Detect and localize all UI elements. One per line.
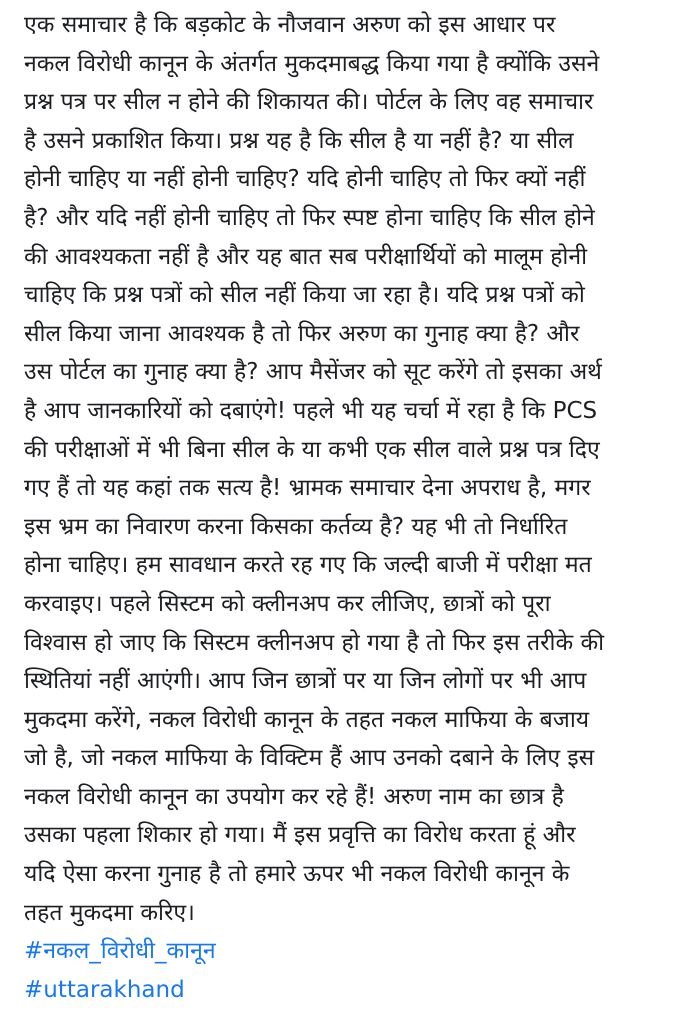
post-text-line: स्थितियां नहीं आएंगी। आप जिन छात्रों पर या जिन लोगों पर भी आप (24, 668, 587, 695)
post-text-line: विश्वास हो जाए कि सिस्टम क्लीनअप हो गया है तो फिर इस तरीके की (24, 629, 605, 656)
post-text-line: है आप जानकारियों को दबाएंगे! पहले भी यह चर्चा में रहा है कि PCS (24, 397, 598, 424)
post-text-line: तहत मुकदमा करिए। (24, 899, 195, 926)
post-text-line: होनी चाहिए या नहीं होनी चाहिए? यदि होनी चाहिए तो फिर क्यों नहीं (24, 166, 586, 193)
post-text-line: की आवश्यकता नहीं है और यह बात सब परीक्षार्थियों को मालूम होनी (24, 243, 588, 270)
post-text-line: प्रश्न पत्र पर सील न होने की शिकायत की। पोर्टल के लिए वह समाचार (24, 89, 594, 116)
post-text-line: एक समाचार है कि बड़कोट के नौजवान अरुण को इस आधार पर (24, 12, 556, 38)
post-text-line: इस भ्रम का निवारण करना किसका कर्तव्य है? यह भी तो निर्धारित (24, 513, 568, 540)
post-text-line: जो है, जो नकल माफिया के विक्टिम हैं आप उनको दबाने के लिए इस (24, 745, 595, 772)
post-text-line: नकल विरोधी कानून का उपयोग कर रहे हैं! अरुण नाम का छात्र है (24, 783, 564, 810)
post-text-line: होना चाहिए। हम सावधान करते रह गए कि जल्दी बाजी में परीक्षा मत (24, 552, 592, 579)
post-text-line: गए हैं तो यह कहां तक सत्य है! भ्रामक समाचार देना अपराध है, मगर (24, 475, 591, 502)
post-text-line: यदि ऐसा करना गुनाह है तो हमारे ऊपर भी नकल विरोधी कानून के (24, 861, 570, 888)
post-text-line: है? और यदि नहीं होनी चाहिए तो फिर स्पष्ट होना चाहिए कि सील होने (24, 204, 595, 231)
post-text-line: उसका पहला शिकार हो गया। मैं इस प्रवृत्ति का विरोध करता हूं और (24, 822, 576, 849)
hashtag-link-uttarakhand[interactable]: #uttarakhand (24, 976, 185, 1003)
post-text-line: उस पोर्टल का गुनाह क्या है? आप मैसेंजर को सूट करेंगे तो इसका अर्थ (24, 359, 602, 386)
post-text-line: मुकदमा करेंगे, नकल विरोधी कानून के तहत नकल माफिया के बजाय (24, 706, 590, 733)
post-text-line: नकल विरोधी कानून के अंतर्गत मुकदमाबद्ध किया गया है क्योंकि उसने (24, 50, 600, 77)
hashtag-link-nakal-virodhi-kanoon[interactable]: #नकल_विरोधी_कानून (24, 938, 216, 965)
post-text-line: सील किया जाना आवश्यक है तो फिर अरुण का गुनाह क्या है? और (24, 320, 580, 347)
post-text-line: चाहिए कि प्रश्न पत्रों को सील नहीं किया जा रहा है। यदि प्रश्न पत्रों को (24, 282, 585, 309)
post-text-line: है उसने प्रकाशित किया। प्रश्न यह है कि सील है या नहीं है? या सील (24, 127, 574, 154)
post-text-line: करवाइए। पहले सिस्टम को क्लीनअप कर लीजिए, छात्रों को पूरा (24, 590, 551, 617)
post-text-line: की परीक्षाओं में भी बिना सील के या कभी एक सील वाले प्रश्न पत्र दिए (24, 436, 600, 463)
